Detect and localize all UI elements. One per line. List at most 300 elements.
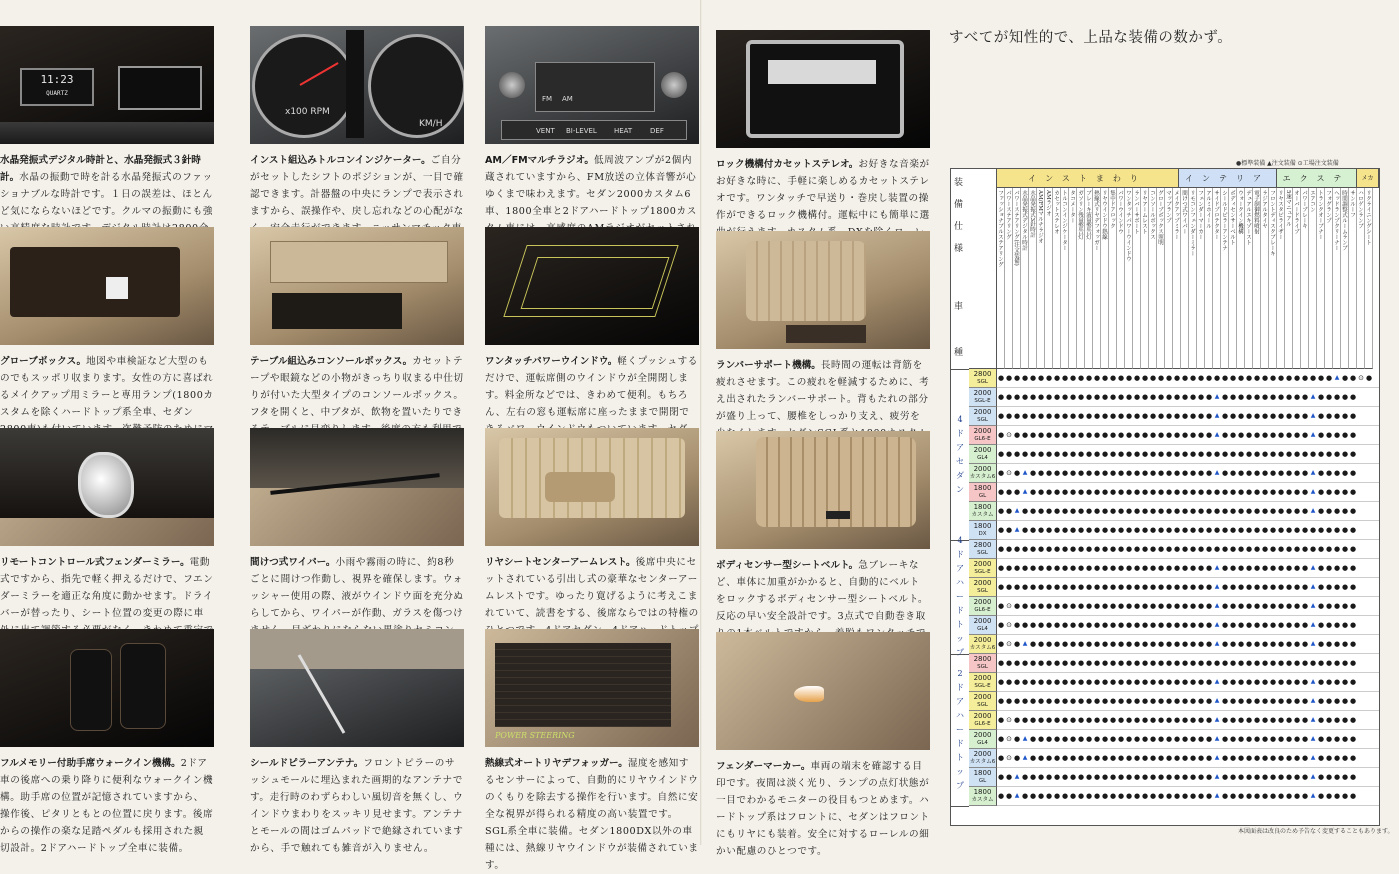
equipment-mark: ⊙	[1006, 621, 1012, 629]
equipment-mark: ●	[1293, 450, 1301, 458]
equipment-mark: ▲	[1310, 583, 1316, 590]
equipment-mark: ●	[1317, 583, 1325, 591]
equipment-mark: ●	[1149, 374, 1157, 382]
equipment-mark: ●	[1261, 735, 1269, 743]
equipment-mark: ●	[997, 393, 1005, 401]
radio-photo	[485, 26, 699, 144]
dash-strip	[0, 122, 214, 144]
equipment-mark: ●	[1141, 488, 1149, 496]
equipment-mark: ●	[1093, 716, 1101, 724]
equipment-mark: ●	[1117, 640, 1125, 648]
equipment-mark: ●	[1349, 412, 1357, 420]
equipment-mark: ●	[1117, 526, 1125, 534]
table-row	[997, 445, 1379, 464]
equipment-mark: ●	[1293, 678, 1301, 686]
equipment-mark: ●	[1189, 583, 1197, 591]
equipment-mark: ●	[1349, 602, 1357, 610]
table-row	[997, 635, 1379, 654]
equipment-mark: ●	[1205, 792, 1213, 800]
equipment-mark: ●	[1029, 678, 1037, 686]
equipment-mark: ●	[1309, 545, 1317, 553]
equipment-mark: ●	[1125, 621, 1133, 629]
equipment-mark: ●	[1205, 754, 1213, 762]
equipment-mark: ●	[1085, 735, 1093, 743]
equipment-mark: ●	[1221, 735, 1229, 743]
equipment-mark: ●	[1349, 374, 1357, 382]
table-row	[997, 540, 1379, 559]
model-year: 2000	[973, 408, 992, 416]
equipment-mark: ●	[1037, 545, 1045, 553]
feature-header: エアコン	[1309, 188, 1317, 369]
equipment-mark: ●	[1013, 469, 1021, 477]
equipment-mark: ●	[1189, 697, 1197, 705]
feature-header: トルコンインジケーター	[1061, 188, 1069, 369]
equipment-mark: ●	[1141, 583, 1149, 591]
equipment-mark: ●	[1317, 716, 1325, 724]
model-cell	[969, 578, 997, 597]
equipment-mark: ●	[1349, 792, 1357, 800]
equipment-mark: ●	[1301, 735, 1309, 743]
equipment-mark: ●	[1141, 450, 1149, 458]
equipment-mark: ●	[1173, 659, 1181, 667]
equipment-mark: ●	[1093, 564, 1101, 572]
equipment-mark: ●	[1229, 773, 1237, 781]
equipment-mark: ●	[1221, 469, 1229, 477]
equipment-mark: ●	[1037, 583, 1045, 591]
equipment-mark: ●	[1125, 678, 1133, 686]
group-char: ッ	[956, 767, 964, 776]
model-trim: GL	[978, 778, 987, 784]
radio-unit: FM AM	[535, 62, 655, 112]
equipment-mark: ●	[1349, 735, 1357, 743]
equipment-mark: ●	[1077, 469, 1085, 477]
feature-header: グローブボックス照明	[1157, 188, 1165, 369]
category-header: エクステ	[1277, 169, 1357, 188]
equipment-mark: ●	[1077, 792, 1085, 800]
equipment-mark: ●	[1237, 602, 1245, 610]
equipment-mark: ●	[1005, 697, 1013, 705]
equipment-mark: ●	[1261, 621, 1269, 629]
equipment-mark: ●	[1077, 374, 1085, 382]
equipment-mark: ●	[1205, 716, 1213, 724]
equipment-mark: ●	[1117, 773, 1125, 781]
equipment-mark: ●	[1149, 526, 1157, 534]
equipment-mark: ●	[1349, 716, 1357, 724]
equipment-mark: ●	[1333, 602, 1341, 610]
equipment-mark: ●	[1109, 792, 1117, 800]
model-cell	[969, 445, 997, 464]
equipment-mark: ●	[1077, 393, 1085, 401]
equipment-mark: ●	[1333, 507, 1341, 515]
equipment-mark: ●	[1125, 659, 1133, 667]
equipment-mark: ●	[1133, 602, 1141, 610]
equipment-mark: ⊙	[1006, 469, 1012, 477]
equipment-mark: ●	[1029, 640, 1037, 648]
equipment-mark: ●	[1149, 488, 1157, 496]
table-row	[997, 426, 1379, 445]
equipment-mark: ●	[1189, 602, 1197, 610]
equipment-mark: ●	[1301, 792, 1309, 800]
equipment-mark: ●	[1173, 773, 1181, 781]
equipment-mark: ▲	[1022, 640, 1028, 647]
equipment-mark: ●	[1285, 640, 1293, 648]
equipment-mark: ●	[1061, 564, 1069, 572]
equipment-mark: ●	[1317, 393, 1325, 401]
equipment-mark: ●	[1173, 526, 1181, 534]
equipment-mark: ●	[1045, 507, 1053, 515]
table-row	[997, 654, 1379, 673]
equipment-mark: ●	[1101, 754, 1109, 762]
equipment-mark: ●	[997, 583, 1005, 591]
equipment-mark: ●	[1101, 374, 1109, 382]
equipment-mark: ●	[1277, 393, 1285, 401]
model-cell	[969, 768, 997, 787]
equipment-mark: ●	[1149, 735, 1157, 743]
equipment-mark: ▲	[1310, 697, 1316, 704]
equipment-mark: ●	[1077, 431, 1085, 439]
equipment-mark: ▲	[1214, 431, 1220, 438]
equipment-mark: ●	[1189, 412, 1197, 420]
equipment-mark: ●	[1229, 640, 1237, 648]
equipment-mark: ●	[1069, 488, 1077, 496]
equipment-mark: ●	[1037, 716, 1045, 724]
equipment-mark: ●	[1293, 526, 1301, 534]
equipment-mark: ●	[1037, 735, 1045, 743]
equipment-mark: ●	[1189, 507, 1197, 515]
equipment-mark: ●	[1197, 697, 1205, 705]
equipment-mark: ●	[1157, 716, 1165, 724]
equipment-mark: ●	[1269, 621, 1277, 629]
glovebox-photo	[0, 227, 214, 345]
equipment-mark: ●	[1189, 488, 1197, 496]
equipment-mark: ●	[1269, 545, 1277, 553]
equipment-mark: ●	[1189, 640, 1197, 648]
equipment-mark: ●	[1149, 450, 1157, 458]
model-trim: SGL	[977, 379, 988, 385]
equipment-mark: ●	[1149, 602, 1157, 610]
equipment-mark: ●	[1269, 716, 1277, 724]
equipment-mark: ●	[1117, 374, 1125, 382]
equipment-mark: ●	[1333, 431, 1341, 439]
footnote: 本図面表は改良のため予告なく変更することもあります。	[1238, 828, 1394, 835]
equipment-mark: ●	[997, 526, 1005, 534]
equipment-mark: ●	[1013, 659, 1021, 667]
equipment-mark: ●	[1349, 659, 1357, 667]
equipment-mark: ●	[1245, 735, 1253, 743]
equipment-mark: ●	[1229, 564, 1237, 572]
equipment-mark: ●	[1269, 450, 1277, 458]
equipment-mark: ▲	[1310, 716, 1316, 723]
equipment-mark: ▲	[1014, 526, 1020, 533]
equipment-mark: ⊙	[1006, 716, 1012, 724]
model-cell	[969, 388, 997, 407]
equipment-mark: ●	[1197, 545, 1205, 553]
equipment-mark: ●	[1341, 374, 1349, 382]
equipment-mark: ▲	[1214, 678, 1220, 685]
equipment-mark: ▲	[1022, 469, 1028, 476]
model-year: 2000	[973, 636, 992, 644]
equipment-mark: ●	[1245, 545, 1253, 553]
equipment-mark: ●	[1165, 773, 1173, 781]
feature-header: デュアルエキゾースト	[1245, 188, 1253, 369]
equipment-mark: ●	[1005, 374, 1013, 382]
equipment-mark: ●	[1061, 602, 1069, 610]
equipment-mark: ●	[1285, 697, 1293, 705]
equipment-mark: ●	[1013, 716, 1021, 724]
antenna-photo	[250, 629, 464, 747]
equipment-mark: ●	[1277, 412, 1285, 420]
equipment-mark: ●	[1173, 602, 1181, 610]
equipment-mark: ●	[1141, 773, 1149, 781]
equipment-mark: ●	[1093, 393, 1101, 401]
equipment-mark: ●	[1061, 507, 1069, 515]
equipment-mark: ●	[1293, 488, 1301, 496]
equipment-mark: ●	[1301, 773, 1309, 781]
equipment-mark: ●	[1181, 697, 1189, 705]
equipment-mark: ●	[1133, 640, 1141, 648]
equipment-mark: ●	[1133, 792, 1141, 800]
equipment-mark: ●	[1053, 602, 1061, 610]
category-header: インテリア	[1179, 169, 1277, 188]
model-trim: GL6-E	[974, 607, 991, 613]
feature-caption: 熱線式オートリヤデフォッガー。湿度を感知するセンサーによって、自動的にリヤウインドウのくもりを除去する操作を行います。自然に安全な視界が得られる精度の高い装置です。SGL系全車に装備。セダン1800DX以外の車種には、熱線リヤウインドウが装備されています。	[485, 758, 699, 871]
model-trim: DX	[978, 531, 987, 537]
equipment-mark: ●	[1173, 792, 1181, 800]
equipment-mark: ●	[1165, 659, 1173, 667]
equipment-mark: ●	[1253, 545, 1261, 553]
group-char: ト	[956, 620, 964, 629]
equipment-mark: ●	[1077, 412, 1085, 420]
equipment-mark: ●	[1165, 507, 1173, 515]
gauge-photo	[250, 26, 464, 144]
model-year: 2000	[973, 389, 992, 397]
equipment-mark: ●	[1141, 602, 1149, 610]
equipment-mark: ▲	[1214, 412, 1220, 419]
equipment-mark: ●	[1029, 659, 1037, 667]
equipment-mark: ●	[1093, 507, 1101, 515]
equipment-mark: ●	[1029, 526, 1037, 534]
equipment-mark: ●	[1165, 792, 1173, 800]
equipment-mark: ●	[997, 735, 1005, 743]
equipment-mark: ●	[1141, 697, 1149, 705]
equipment-mark: ●	[1005, 678, 1013, 686]
equipment-mark: ●	[1133, 621, 1141, 629]
equipment-mark: ●	[1293, 583, 1301, 591]
equipment-mark: ●	[1069, 773, 1077, 781]
equipment-mark: ●	[1029, 431, 1037, 439]
feature-caption: テーブル組込みコンソールボックス。カセットテープや眼鏡などの小物がきっちり収まる中仕切りが付いた大型タイプのコンソールボックス。フタを開くと、中ブタが、飲物を置いたりでき	[250, 356, 464, 418]
equipment-mark: ●	[1133, 526, 1141, 534]
equipment-mark: ●	[1165, 450, 1173, 458]
equipment-mark: ●	[1173, 754, 1181, 762]
equipment-mark: ●	[1205, 545, 1213, 553]
feature-header: ボディセンサーベルト	[1229, 188, 1237, 369]
equipment-mark: ●	[1029, 583, 1037, 591]
equipment-mark: ●	[1109, 450, 1117, 458]
equipment-mark: ●	[1013, 735, 1021, 743]
equipment-mark: ●	[1205, 697, 1213, 705]
equipment-mark: ●	[1245, 773, 1253, 781]
model-trim: SGL-E	[974, 569, 991, 575]
equipment-mark: ●	[1189, 659, 1197, 667]
equipment-mark: ●	[1277, 697, 1285, 705]
table-row	[997, 502, 1379, 521]
equipment-mark: ●	[1069, 735, 1077, 743]
feature-header: 時間調整式ルームランプ	[1341, 188, 1349, 369]
equipment-mark: ●	[1349, 621, 1357, 629]
equipment-mark: ●	[1157, 621, 1165, 629]
equipment-mark: ●	[1253, 488, 1261, 496]
equipment-mark: ●	[1101, 431, 1109, 439]
equipment-mark: ●	[1293, 602, 1301, 610]
equipment-mark: ●	[1317, 450, 1325, 458]
group-char: ハ	[956, 578, 964, 587]
equipment-mark: ●	[1317, 526, 1325, 534]
equipment-mark: ●	[1293, 754, 1301, 762]
equipment-mark: ●	[1189, 374, 1197, 382]
equipment-mark: ●	[1341, 735, 1349, 743]
equipment-mark: ●	[1197, 393, 1205, 401]
model-year: 2000	[973, 712, 992, 720]
corner-header	[951, 169, 970, 370]
equipment-mark: ●	[1149, 792, 1157, 800]
equipment-mark: ●	[1229, 488, 1237, 496]
equipment-mark: ▲	[1214, 754, 1220, 761]
equipment-mark: ●	[1341, 640, 1349, 648]
legend: ●標準装備 ▲注文装備 ⊙工場注文装備	[1236, 160, 1339, 167]
equipment-mark: ●	[1037, 412, 1045, 420]
equipment-mark: ●	[1077, 640, 1085, 648]
window-photo	[485, 227, 699, 345]
equipment-mark: ●	[1309, 450, 1317, 458]
equipment-mark: ●	[1221, 431, 1229, 439]
equipment-mark: ●	[1045, 754, 1053, 762]
walkin-photo	[0, 629, 214, 747]
equipment-mark: ●	[1061, 374, 1069, 382]
equipment-mark: ●	[1133, 754, 1141, 762]
table-row	[997, 559, 1379, 578]
equipment-mark: ●	[1229, 507, 1237, 515]
equipment-mark: ●	[1317, 488, 1325, 496]
feature-header: タコメーター	[1069, 188, 1077, 369]
equipment-mark: ●	[1245, 678, 1253, 686]
equipment-mark: ●	[1101, 450, 1109, 458]
equipment-mark: ●	[1325, 564, 1333, 572]
equipment-mark: ●	[1141, 469, 1149, 477]
equipment-mark: ●	[1245, 602, 1253, 610]
equipment-mark: ●	[1085, 716, 1093, 724]
group-char: ン	[956, 484, 964, 494]
equipment-mark: ●	[1069, 678, 1077, 686]
equipment-mark: ●	[1205, 659, 1213, 667]
equipment-mark: ●	[1133, 716, 1141, 724]
equipment-mark: ●	[1125, 697, 1133, 705]
equipment-mark: ●	[1181, 393, 1189, 401]
feature-header: リヤスタビライザー	[1277, 188, 1285, 369]
equipment-mark: ●	[1077, 735, 1085, 743]
equipment-mark: ●	[1157, 488, 1165, 496]
equipment-mark: ●	[1245, 716, 1253, 724]
equipment-mark: ●	[1221, 488, 1229, 496]
equipment-mark: ●	[1061, 621, 1069, 629]
equipment-mark: ●	[1245, 583, 1253, 591]
equipment-mark: ●	[997, 469, 1005, 477]
feature-header: 電子制御燃料噴射	[1253, 188, 1261, 369]
equipment-mark: ●	[1085, 431, 1093, 439]
model-year: 2000	[973, 731, 992, 739]
feature-header: ヘッドランプクリーナー	[1333, 188, 1341, 369]
equipment-mark: ●	[1229, 450, 1237, 458]
equipment-mark: ●	[1245, 659, 1253, 667]
model-header-blank	[969, 169, 997, 369]
equipment-mark: ●	[1133, 431, 1141, 439]
equipment-mark: ●	[1021, 507, 1029, 515]
equipment-mark: ●	[1101, 507, 1109, 515]
equipment-mark: ●	[1189, 450, 1197, 458]
equipment-mark: ●	[1117, 545, 1125, 553]
equipment-mark: ●	[1093, 735, 1101, 743]
model-trim: カスタム6	[969, 474, 996, 480]
equipment-mark: ●	[1045, 792, 1053, 800]
equipment-mark: ●	[1293, 716, 1301, 724]
equipment-mark: ●	[1085, 545, 1093, 553]
equipment-mark: ●	[1197, 659, 1205, 667]
equipment-mark: ●	[1181, 526, 1189, 534]
equipment-mark: ●	[1165, 431, 1173, 439]
equipment-mark: ●	[1205, 469, 1213, 477]
equipment-mark: ●	[1085, 583, 1093, 591]
table-row	[997, 578, 1379, 597]
equipment-mark: ▲	[1214, 564, 1220, 571]
equipment-mark: ●	[1261, 583, 1269, 591]
equipment-mark: ●	[1205, 583, 1213, 591]
equipment-mark: ●	[1029, 545, 1037, 553]
equipment-mark: ●	[1021, 431, 1029, 439]
equipment-mark: ●	[1349, 431, 1357, 439]
equipment-mark: ●	[1005, 545, 1013, 553]
equipment-mark: ●	[1205, 412, 1213, 420]
feature-header: ワンタッチパワーウインドウ	[1125, 188, 1133, 369]
table-row	[997, 787, 1379, 806]
equipment-mark: ●	[997, 697, 1005, 705]
model-trim: SGL	[977, 417, 988, 423]
equipment-mark: ●	[1197, 488, 1205, 496]
equipment-mark: ●	[1261, 507, 1269, 515]
tachometer: KM/H	[368, 34, 464, 138]
equipment-mark: ●	[1317, 640, 1325, 648]
equipment-mark: ●	[1333, 716, 1341, 724]
equipment-mark: ●	[1157, 773, 1165, 781]
model-cell	[969, 483, 997, 502]
equipment-mark: ●	[1061, 393, 1069, 401]
equipment-mark: ▲	[1214, 773, 1220, 780]
equipment-mark: ●	[1037, 374, 1045, 382]
equipment-mark: ●	[1309, 659, 1317, 667]
equipment-mark: ●	[1245, 412, 1253, 420]
equipment-mark: ●	[1341, 564, 1349, 572]
equipment-mark: ●	[997, 412, 1005, 420]
equipment-mark: ●	[1237, 640, 1245, 648]
equipment-mark: ●	[1037, 507, 1045, 515]
equipment-mark: ▲	[1214, 602, 1220, 609]
equipment-mark: ●	[1005, 564, 1013, 572]
model-cell	[969, 540, 997, 559]
equipment-mark: ●	[1093, 431, 1101, 439]
equipment-mark: ●	[1005, 773, 1013, 781]
equipment-mark: ●	[1061, 716, 1069, 724]
equipment-mark: ●	[1125, 412, 1133, 420]
model-cell	[969, 407, 997, 426]
